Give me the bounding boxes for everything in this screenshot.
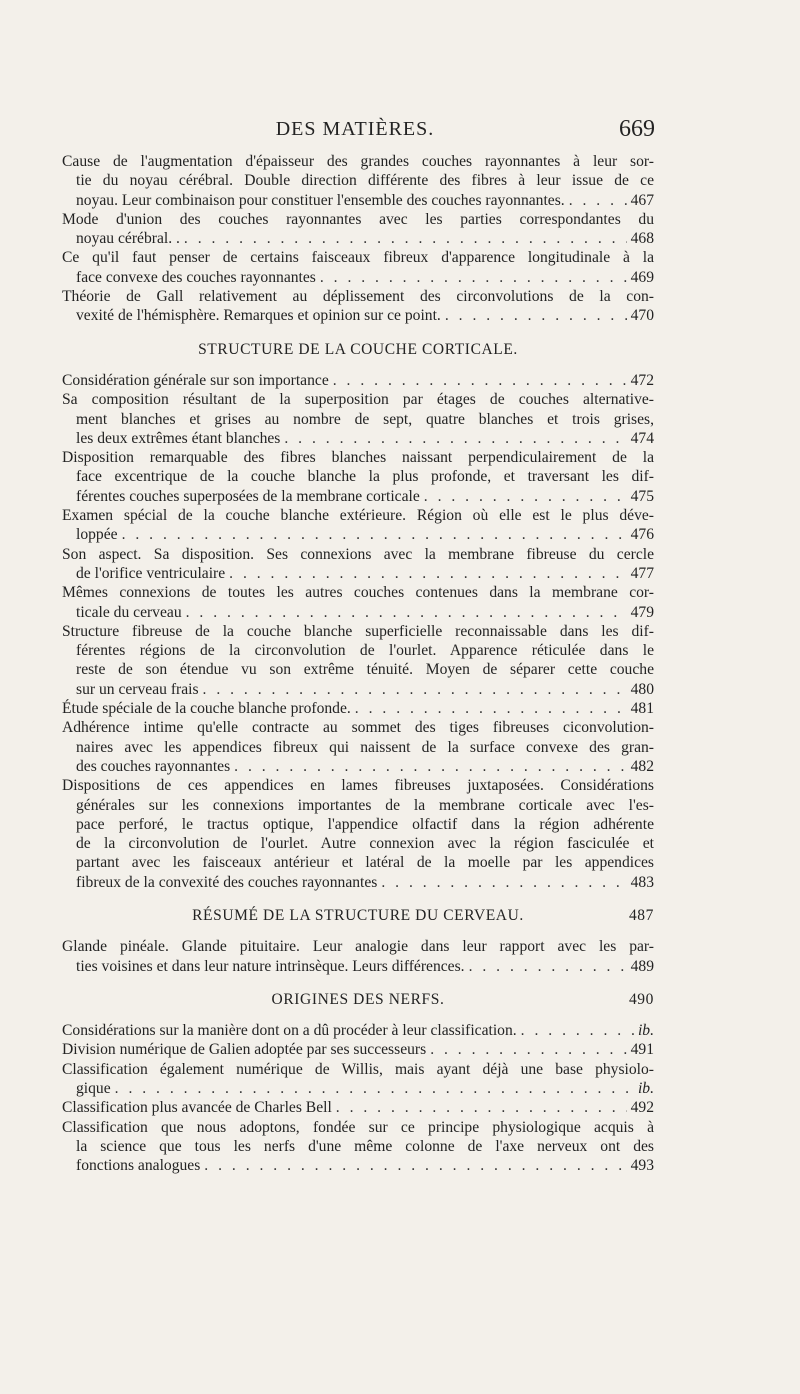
toc-entry bbox=[62, 1118, 654, 1176]
entry-page-number: 467 bbox=[630, 191, 654, 209]
toc-entry bbox=[62, 583, 654, 622]
toc-entry bbox=[62, 448, 654, 506]
entry-text: des couches rayonnantes bbox=[76, 757, 231, 775]
dot-leader bbox=[332, 1098, 627, 1117]
dot-leader bbox=[465, 957, 627, 976]
entry-last-line bbox=[62, 429, 654, 448]
entry-line: ment blanches et grises au nombre de sept, quatre blanches et trois grises, bbox=[76, 410, 654, 428]
entry-line: Adhérence intime qu'elle contracte au sommet des tiges fibreuses ciconvolution- bbox=[62, 719, 654, 737]
entry-last-line bbox=[62, 1040, 654, 1059]
entry-last-line bbox=[62, 229, 654, 248]
section-title: RÉSUMÉ DE LA STRUCTURE DU CERVEAU. bbox=[192, 906, 524, 924]
entry-page-number: 493 bbox=[630, 1157, 654, 1175]
entry-line: partant avec les faisceaux antérieur et latéral de la moelle par les appendices bbox=[76, 854, 654, 872]
dot-leader bbox=[111, 1079, 634, 1098]
entry-text: férentes couches superposées de la membrane corticale bbox=[76, 487, 420, 505]
entry-last-line bbox=[62, 1079, 654, 1098]
section-heading bbox=[62, 340, 654, 359]
dot-leader bbox=[316, 268, 627, 287]
entry-page-number: 483 bbox=[630, 873, 654, 891]
entry-text: Classification plus avancée de Charles Bell bbox=[62, 1099, 332, 1117]
page-header bbox=[55, 118, 655, 152]
section-title: STRUCTURE DE LA COUCHE CORTICALE. bbox=[198, 340, 518, 358]
dot-leader bbox=[426, 1040, 626, 1059]
entry-line: Son aspect. Sa disposition. Ses connexions avec la membrane fibreuse du cercle bbox=[62, 545, 654, 563]
entry-page-number: 491 bbox=[630, 1041, 654, 1059]
entry-text: noyau cérébral. . bbox=[76, 230, 180, 248]
toc-entry bbox=[62, 1098, 654, 1117]
toc-entry bbox=[62, 545, 654, 584]
entry-page-number: 492 bbox=[630, 1099, 654, 1117]
entry-text: fonctions analogues bbox=[76, 1157, 201, 1175]
page-number: 669 bbox=[619, 116, 655, 142]
entry-page-number: 470 bbox=[630, 307, 654, 325]
dot-leader bbox=[200, 1156, 626, 1175]
entry-page-number: 482 bbox=[630, 757, 654, 775]
entry-text: sur un cerveau frais bbox=[76, 680, 199, 698]
dot-leader bbox=[351, 699, 627, 718]
dot-leader bbox=[329, 371, 627, 390]
entry-page-number: 481 bbox=[630, 700, 654, 718]
entry-line: Cause de l'augmentation d'épaisseur des grandes couches rayonnantes à leur sor- bbox=[62, 153, 654, 170]
entry-line: Disposition remarquable des fibres blanches naissant perpendiculairement de la bbox=[62, 449, 654, 467]
entry-page-number: 480 bbox=[630, 680, 654, 698]
dot-leader bbox=[182, 603, 627, 622]
entry-page-number: 468 bbox=[630, 230, 654, 248]
dot-leader bbox=[517, 1021, 634, 1040]
entry-last-line bbox=[62, 306, 654, 325]
running-title: DES MATIÈRES. bbox=[275, 118, 435, 140]
entry-last-line bbox=[62, 873, 654, 892]
entry-line: Examen spécial de la couche blanche extérieure. Région où elle est le plus déve- bbox=[62, 507, 654, 525]
entry-line: Dispositions de ces appendices en lames fibreuses juxtaposées. Considérations bbox=[62, 777, 654, 795]
entry-line: naires avec les appendices fibreux qui naissent de la surface convexe des gran- bbox=[76, 738, 654, 756]
dot-leader bbox=[280, 429, 626, 448]
entry-group bbox=[62, 1021, 654, 1175]
entry-last-line bbox=[62, 1156, 654, 1175]
entry-last-line bbox=[62, 1021, 654, 1040]
entry-last-line bbox=[62, 957, 654, 976]
entry-page-number: 489 bbox=[630, 957, 654, 975]
entry-line: Classification également numérique de Willis, mais ayant déjà une base physiolo- bbox=[62, 1060, 654, 1078]
entry-text: gique bbox=[76, 1080, 111, 1098]
entry-page-number: ib. bbox=[637, 1022, 654, 1040]
entry-line: Structure fibreuse de la couche blanche superficielle reconnaissable dans les dif- bbox=[62, 622, 654, 640]
entry-line: pace perforé, le tractus optique, l'appendice olfactif dans la région adhérente bbox=[76, 815, 654, 833]
entry-page-number: 475 bbox=[630, 487, 654, 505]
entry-last-line bbox=[62, 699, 654, 718]
entry-line: férentes régions de la circonvolution de l'ourlet. Apparence réticulée dans le bbox=[76, 642, 654, 660]
entry-text: Considérations sur la manière dont on a dû procéder à leur classification. bbox=[62, 1022, 517, 1040]
dot-leader bbox=[565, 191, 627, 210]
entry-page-number: 469 bbox=[630, 268, 654, 286]
entry-last-line bbox=[62, 268, 654, 287]
dot-leader bbox=[441, 306, 627, 325]
entry-last-line bbox=[62, 487, 654, 506]
section-page: 490 bbox=[628, 990, 654, 1008]
entry-line: Mode d'union des couches rayonnantes avec les parties correspondantes du bbox=[62, 210, 654, 228]
dot-leader bbox=[199, 680, 627, 699]
dot-leader bbox=[377, 873, 626, 892]
entry-last-line bbox=[62, 371, 654, 390]
entry-page-number: 476 bbox=[630, 526, 654, 544]
entry-page-number: 477 bbox=[630, 564, 654, 582]
entry-page-number: ib. bbox=[637, 1080, 654, 1098]
entry-group bbox=[62, 152, 654, 326]
entry-line: Classification que nous adoptons, fondée sur ce principe physiologique acquis à bbox=[62, 1118, 654, 1136]
toc-entry bbox=[62, 390, 654, 448]
entry-line: reste de son étendue vu son extrême ténuité. Moyen de séparer cette couche bbox=[76, 661, 654, 679]
entry-page-number: 474 bbox=[630, 429, 654, 447]
toc-entry bbox=[62, 937, 654, 976]
table-of-contents bbox=[62, 152, 654, 1176]
toc-entry bbox=[62, 210, 654, 249]
entry-text: face convexe des couches rayonnantes bbox=[76, 268, 316, 286]
entry-last-line bbox=[62, 191, 654, 210]
section-heading bbox=[62, 906, 654, 925]
entry-text: fibreux de la convexité des couches rayonnantes bbox=[76, 873, 378, 891]
toc-entry bbox=[62, 776, 654, 892]
toc-entry bbox=[62, 1060, 654, 1099]
entry-text: loppée bbox=[76, 526, 118, 544]
toc-entry bbox=[62, 1021, 654, 1040]
toc-entry bbox=[62, 1040, 654, 1059]
toc-entry bbox=[62, 699, 654, 718]
dot-leader bbox=[420, 487, 627, 506]
entry-text: de l'orifice ventriculaire bbox=[76, 564, 226, 582]
entry-group bbox=[62, 371, 654, 892]
entry-line: la science que tous les nerfs d'une même colonne de l'axe nerveux ont des bbox=[76, 1137, 654, 1155]
dot-leader bbox=[225, 564, 626, 583]
entry-group bbox=[62, 937, 654, 976]
dot-leader bbox=[118, 525, 627, 544]
entry-line: face excentrique de la couche blanche la plus profonde, et traversant les dif- bbox=[76, 468, 654, 486]
entry-last-line bbox=[62, 757, 654, 776]
entry-line: Glande pinéale. Glande pituitaire. Leur analogie dans leur rapport avec les par- bbox=[62, 938, 654, 956]
toc-entry bbox=[62, 152, 654, 210]
entry-text: ticale du cerveau bbox=[76, 603, 182, 621]
toc-entry bbox=[62, 371, 654, 390]
entry-page-number: 472 bbox=[630, 371, 654, 389]
entry-last-line bbox=[62, 525, 654, 544]
toc-entry bbox=[62, 506, 654, 545]
entry-line: Ce qu'il faut penser de certains faisceaux fibreux d'apparence longitudinale à la bbox=[62, 249, 654, 267]
section-heading bbox=[62, 990, 654, 1009]
entry-text: Considération générale sur son importance bbox=[62, 371, 329, 389]
dot-leader bbox=[180, 229, 627, 248]
entry-last-line bbox=[62, 680, 654, 699]
entry-last-line bbox=[62, 603, 654, 622]
toc-entry bbox=[62, 622, 654, 699]
entry-text: noyau. Leur combinaison pour constituer l'ensemble des couches rayonnantes. bbox=[76, 191, 565, 209]
entry-text: vexité de l'hémisphère. Remarques et opinion sur ce point. bbox=[76, 307, 441, 325]
dot-leader bbox=[230, 757, 626, 776]
entry-line: Sa composition résultant de la superposition par étages de couches alternative- bbox=[62, 391, 654, 409]
toc-entry bbox=[62, 718, 654, 776]
entry-text: Étude spéciale de la couche blanche profonde. bbox=[62, 700, 351, 718]
entry-last-line bbox=[62, 1098, 654, 1117]
entry-line: Mêmes connexions de toutes les autres couches contenues dans la membrane cor- bbox=[62, 584, 654, 602]
entry-line: tie du noyau cérébral. Double direction différente des fibres à leur issue de ce bbox=[76, 172, 654, 190]
entry-line: de la circonvolution de l'ourlet. Autre connexion avec la région fasciculée et bbox=[76, 835, 654, 853]
entry-line: générales sur les connexions importantes de la membrane corticale avec l'es- bbox=[76, 796, 654, 814]
toc-entry bbox=[62, 287, 654, 326]
entry-text: Division numérique de Galien adoptée par ses successeurs bbox=[62, 1041, 427, 1059]
entry-text: les deux extrêmes étant blanches bbox=[76, 429, 281, 447]
entry-last-line bbox=[62, 564, 654, 583]
section-page: 487 bbox=[628, 906, 654, 924]
toc-entry bbox=[62, 248, 654, 287]
entry-text: ties voisines et dans leur nature intrinsèque. Leurs différences. bbox=[76, 957, 465, 975]
section-title: ORIGINES DES NERFS. bbox=[271, 990, 445, 1008]
entry-line: Théorie de Gall relativement au déplissement des circonvolutions de la con- bbox=[62, 288, 654, 306]
entry-page-number: 479 bbox=[630, 603, 654, 621]
